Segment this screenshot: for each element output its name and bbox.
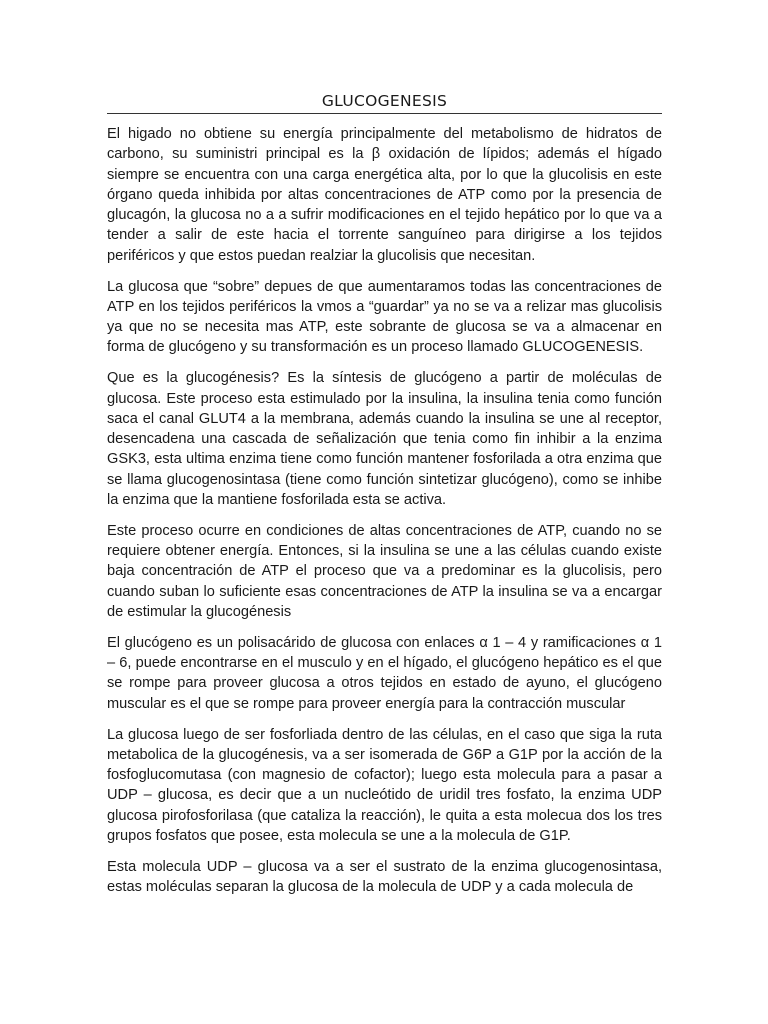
document-body [107, 124, 662, 908]
paragraph-2: La glucosa que “sobre” depues de que aumentaramos todas las concentraciones de ATP en los tejidos periféricos la vmos a “guardar” ya no se va a relizar mas glucolisis ya que no se necesita mas ATP, este sobrante de glucosa se va a almacenar en forma de glucógeno y su transformación es un proceso llamado GLUCOGENESIS. [107, 278, 662, 356]
paragraph-1: El higado no obtiene su energía principalmente del metabolismo de hidratos de carbono, su suministri principal es la β oxidación de lípidos; además el hígado siempre se encuentra con una carga energética alta, por lo que la glucolisis en este órgano queda inhibida por altas concentraciones de ATP como por la presencia de glucagón, la glucosa no a a sufrir modificaciones en el tejido hepático por lo que va a tender a salir de este hacia el torrente sanguíneo para dirigirse a los tejidos periféricos y que estos puedan realziar la glucolisis que necesitan. [107, 126, 662, 264]
paragraph-6: La glucosa luego de ser fosforliada dentro de las células, en el caso que siga la ruta metabolica de la glucogénesis, va a ser isomerada de G6P a G1P por la acción de la fosfoglucomutasa (con magnesio de cofactor); luego esta molecula para a pasar a UDP – glucosa, es decir que a un nucleótido de uridil tres fosfato, la enzima UDP glucosa pirofosforilasa (que cataliza la reacción), le quita a esta molecua dos los tres grupos fosfatos que posee, esta molecula se une a la molecula de G1P. [107, 726, 662, 844]
paragraph-4: Este proceso ocurre en condiciones de altas concentraciones de ATP, cuando no se requiere obtener energía. Entonces, si la insulina se une a las células cuando existe baja concentración de ATP el proceso que va a predominar es la glucolisis, pero cuando suban lo suficiente esas concentraciones de ATP la insulina se va a encargar de estimular la glucogénesis [107, 522, 662, 621]
title-underline [107, 113, 662, 114]
document-title: GLUCOGENESIS [321, 92, 448, 110]
paragraph-3: Que es la glucogénesis? Es la síntesis de glucógeno a partir de moléculas de glucosa. Este proceso esta estimulado por la insulina, la insulina tenia como función saca el canal GLUT4 a la membrana, además cuando la insulina se une al receptor, desencadena una cascada de señalización que tenia como fin inhibir a la enzima GSK3, esta ultima enzima tiene como función mantener fosforilada a otra enzima que se llama glucogenosintasa (tiene como función sintetizar glucógeno), como se inhibe la enzima que la mantiene fosforilada esta se activa. [107, 370, 662, 509]
paragraph-5: El glucógeno es un polisacárido de glucosa con enlaces α 1 – 4 y ramificaciones α 1 – 6, puede encontrarse en el musculo y en el hígado, el glucógeno hepático es el que se rompe para proveer glucosa a otros tejidos en estado de ayuno, el glucógeno muscular es el que se rompe para proveer energía para la contracción muscular [107, 634, 662, 712]
paragraph-7: Esta molecula UDP – glucosa va a ser el sustrato de la enzima glucogenosintasa, estas moléculas separan la glucosa de la molecula de UDP y a cada molecula de [107, 858, 662, 896]
